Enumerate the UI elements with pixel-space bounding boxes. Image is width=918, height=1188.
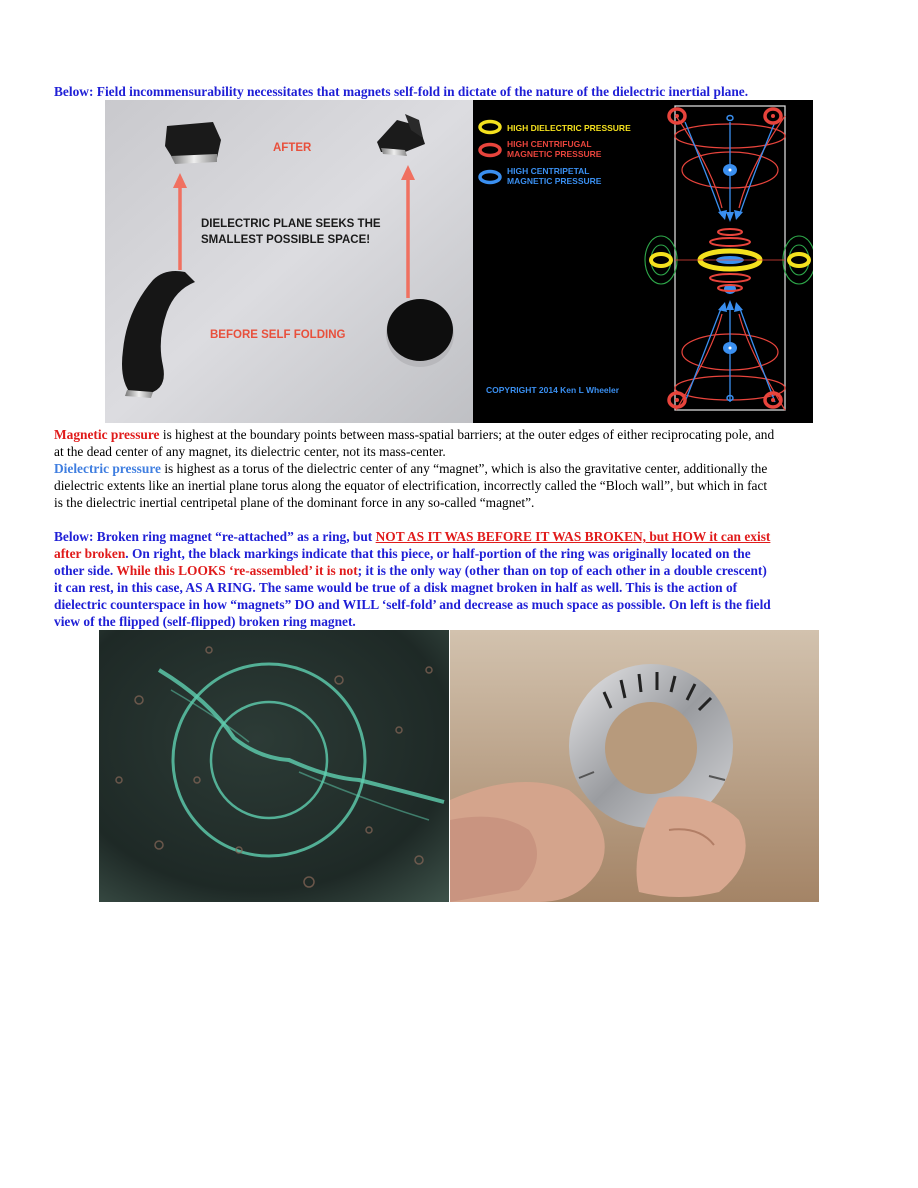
pressure-diagram [473,100,813,423]
figure1 [105,100,813,423]
caption2-emphasis-looks-reassembled: While this LOOKS ‘re-assembled’ it is not [116,563,358,578]
dielectric-plane-line1: DIELECTRIC PLANE SEEKS THE [201,218,381,230]
dielectric-plane-line2: SMALLEST POSSIBLE SPACE! [201,234,371,246]
field-view-photo [99,630,449,902]
after-label: AFTER [273,142,312,154]
caption2-d: . On right, the black markings indicate that this piece, or half-portion of the ring was originally located on the [125,546,751,561]
magnetic-pressure-text-1: is highest at the boundary points between mass-spatial barriers; at the outer edges of either reciprocating pole, and [159,427,775,442]
legend-blue-label-1: HIGH CENTRIPETAL [507,166,590,176]
dielectric-pressure-term: Dielectric pressure [54,461,161,476]
caption2-line-5: dielectric counterspace in how “magnets” DO and WILL ‘self-fold’ and decrease as much space as possible. On left is the field [54,597,771,612]
caption2-line-3 [54,562,866,579]
caption2-e: other side. [54,563,117,578]
dielectric-pressure-line-1 [54,460,866,477]
dielectric-pressure-line-2: dielectric extents like an inertial plane torus along the equator of electrification, incorrectly called the “Bloch wall”, but which in fact [54,478,768,493]
figure2 [99,630,819,902]
legend-blue-label-2: MAGNETIC PRESSURE [507,176,602,186]
legend-yellow-label: HIGH DIELECTRIC PRESSURE [507,123,631,133]
disk-magnet [386,299,454,367]
figure1-caption: Below: Field incommensurability necessitates that magnets self-fold in dictate of the nature of the dielectric inertial plane. [54,84,749,99]
copyright: COPYRIGHT 2014 Ken L Wheeler [486,385,620,395]
caption2-line-6: view of the flipped (self-flipped) broken ring magnet. [54,614,356,629]
figure2-caption [54,528,866,630]
caption2-line-4: it can rest, in this case, AS A RING. The same would be true of a disk magnet broken in half as well. This is the action of [54,580,738,595]
pressure-definitions [54,426,866,511]
legend-red-label-1: HIGH CENTRIFUGAL [507,139,592,149]
magnetic-pressure-line-2: at the dead center of any magnet, its dielectric center, not its mass-center. [54,444,446,459]
before-label: BEFORE SELF FOLDING [210,329,346,341]
caption2-emphasis-after-broken: after broken [54,546,126,561]
caption2-emphasis-not-as-before: NOT AS IT WAS BEFORE IT WAS BROKEN, but HOW it can exist [375,529,771,544]
dielectric-pressure-text-1: is highest as a torus of the dielectric center of any “magnet”, which is also the gravitative center, additionally the [160,461,768,476]
magnetic-pressure-term: Magnetic pressure [54,427,160,442]
caption2-a: Below: Broken ring magnet “re-attached” as a ring, but [54,529,376,544]
caption2-g: ; it is the only way (other than on top of each other in a double crescent) [357,563,767,578]
ring-magnet-photo [450,630,819,902]
self-folding-photo [105,100,473,423]
folded-magnet-left [165,122,221,164]
legend-red-label-2: MAGNETIC PRESSURE [507,149,602,159]
dielectric-pressure-line-3: is the dielectric inertial centripetal plane of the dominant force in any so-called “magnet”. [54,495,535,510]
caption2-line-2 [54,545,866,562]
caption2-line-1 [54,528,866,545]
magnetic-pressure-line-1 [54,426,866,443]
